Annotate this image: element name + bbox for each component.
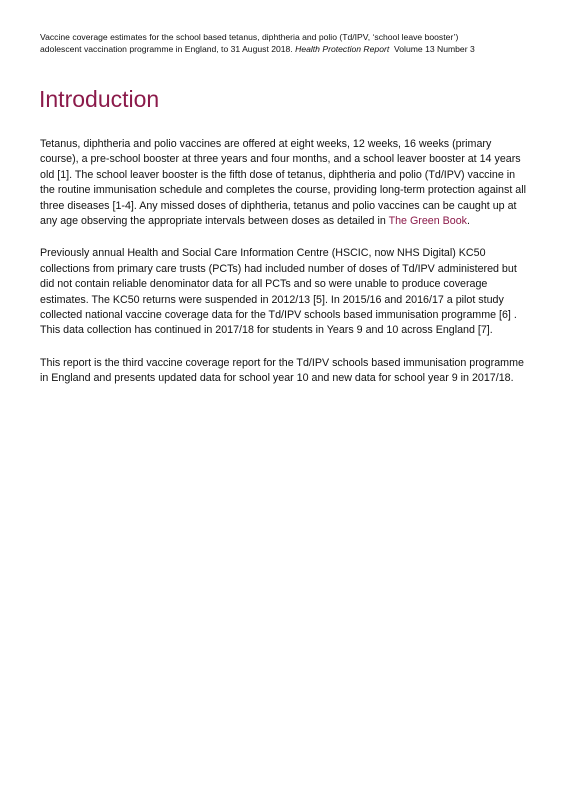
header-line-2: adolescent vaccination programme in England, to 31 August 2018. (40, 44, 293, 54)
running-header (40, 31, 540, 55)
paragraph-1 (40, 137, 532, 229)
header-journal-name: Health Protection Report (295, 44, 390, 54)
header-line-1: Vaccine coverage estimates for the school based tetanus, diphtheria and polio (Td/IPV, ‘school leave booster’) (40, 32, 459, 42)
paragraph-3: This report is the third vaccine coverage report for the Td/IPV schools based immunisation programme in England and presents updated data for school year 10 and new data for school year 9 in 2017/18. (40, 356, 524, 385)
green-book-link[interactable]: The Green Book (388, 215, 467, 228)
section-body (40, 137, 532, 404)
header-volume: Volume 13 Number 3 (394, 44, 475, 54)
paragraph-2: Previously annual Health and Social Care Information Centre (HSCIC, now NHS Digital) KC50 collections from primary care trusts (PCTs) had included number of doses of Td/IPV administered but did not contain reliable denominator data for all PCTs and so were unable to produce coverage estimates. The KC50 returns were suspended in 2012/13 [5]. In 2015/16 and 2016/17 a pilot study collected national vaccine coverage data for the Td/IPV schools based immunisation programme [6] . This data collection has continued in 2017/18 for students in Years 9 and 10 across England [7]. (40, 247, 517, 337)
section-title: Introduction (39, 86, 160, 112)
paragraph-1-end: . (467, 215, 470, 228)
paragraph-1-text: Tetanus, diphtheria and polio vaccines are offered at eight weeks, 12 weeks, 16 weeks (primary course), a pre-school booster at three years and four months, and a school leaver booster at 14 years old [1]. The school leaver booster is the fifth dose of tetanus, diphtheria and polio (Td/IPV) vaccine in the routine immunisation schedule and completes the course, providing long-term protection against all three diseases [1-4]. Any missed doses of diphtheria, tetanus and polio vaccines can be caught up at any age observing the appropriate intervals between doses as detailed in (40, 138, 526, 228)
